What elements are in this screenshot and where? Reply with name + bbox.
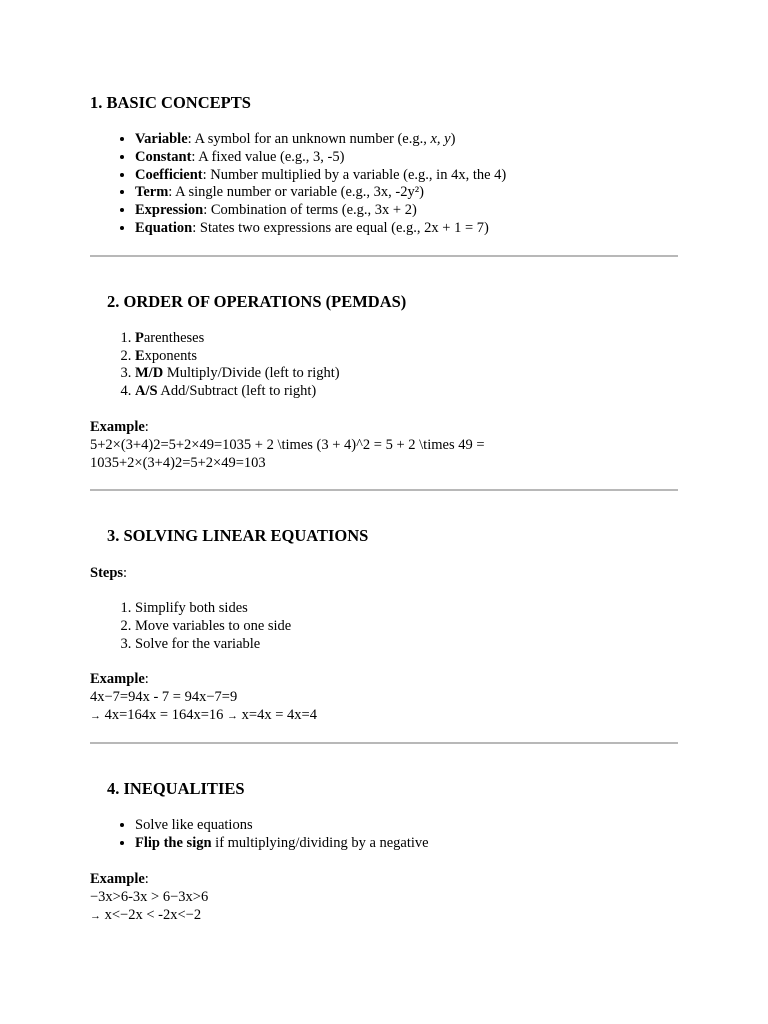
arrow-icon: → bbox=[227, 710, 239, 723]
list-item-coefficient bbox=[135, 167, 678, 185]
section-divider bbox=[90, 255, 678, 257]
flip-sign-label: Flip the sign bbox=[135, 835, 212, 852]
term-description: : A fixed value (e.g., 3, -5) bbox=[191, 148, 345, 165]
pemdas-list bbox=[90, 330, 678, 401]
term-label: Coefficient bbox=[135, 166, 203, 183]
list-item-add-subtract bbox=[135, 383, 678, 401]
term-description: : A symbol for an unknown number (e.g., bbox=[187, 131, 431, 147]
example-line-2b: x=4x = 4x=4 bbox=[238, 707, 317, 724]
arrow-icon: → bbox=[90, 710, 101, 723]
example-label: Example bbox=[90, 671, 145, 688]
list-item-flip-sign bbox=[135, 835, 678, 853]
section-basic-concepts-title: 1. BASIC CONCEPTS bbox=[90, 93, 251, 112]
list-item-constant bbox=[135, 149, 678, 167]
term-description: : A single number or variable (e.g., 3x, -2y²) bbox=[168, 184, 424, 201]
section-divider bbox=[90, 489, 678, 491]
list-item-equation bbox=[135, 220, 678, 238]
list-item-multiply-divide bbox=[135, 365, 678, 383]
section-linear-equations-title: 3. SOLVING LINEAR EQUATIONS bbox=[107, 525, 369, 545]
list-item-step: 1. Simplify both sides bbox=[135, 600, 678, 618]
term-label: Expression bbox=[135, 202, 204, 219]
term-label: Constant bbox=[135, 148, 192, 165]
list-item-step: 2. Move variables to one side bbox=[135, 618, 678, 636]
example-label: Example bbox=[90, 870, 145, 887]
pemdas-text: Add/Subtract (left to right) bbox=[157, 383, 317, 400]
term-label: Equation bbox=[135, 219, 193, 236]
section-inequalities-title: 4. INEQUALITIES bbox=[107, 779, 245, 799]
basic-concepts-list bbox=[90, 131, 678, 238]
pemdas-letter: P bbox=[135, 329, 144, 346]
italic-example: x, y bbox=[430, 131, 451, 147]
example-line-1: −3x>6-3x > 6−3x>6 bbox=[90, 888, 209, 905]
term-label: Term bbox=[135, 184, 169, 201]
example-colon: : bbox=[144, 418, 149, 435]
example-line-1: 5+2×(3+4)2=5+2×49=1035 + 2 \times (3 + 4)^2 = 5 + 2 \times 49 = bbox=[90, 436, 485, 453]
pemdas-text: arentheses bbox=[143, 329, 205, 346]
section-order-of-operations-title: 2. ORDER OF OPERATIONS (PEMDAS) bbox=[107, 291, 407, 311]
list-item-expression bbox=[135, 202, 678, 220]
list-item-solve: • Solve like equations bbox=[135, 817, 678, 835]
example-line-2: 1035+2×(3+4)2=5+2×49=103 bbox=[90, 454, 266, 471]
list-item-step: 3. Solve for the variable bbox=[135, 636, 678, 654]
steps-label: Steps bbox=[90, 564, 124, 581]
term-label: Variable bbox=[135, 131, 188, 147]
term-description-end: ) bbox=[450, 131, 456, 147]
steps-heading bbox=[90, 564, 678, 582]
pemdas-letter: M/D bbox=[135, 365, 164, 382]
list-item-exponents bbox=[135, 348, 678, 366]
linear-equation-example bbox=[90, 670, 678, 725]
example-colon: : bbox=[144, 870, 149, 887]
list-item-parentheses bbox=[135, 330, 678, 348]
inequality-example bbox=[90, 870, 678, 925]
list-item-variable bbox=[135, 131, 678, 149]
pemdas-example bbox=[90, 418, 678, 472]
term-description: : Number multiplied by a variable (e.g., in 4x, the 4) bbox=[202, 166, 507, 183]
example-line-1: 4x−7=94x - 7 = 94x−7=9 bbox=[90, 689, 238, 706]
example-label: Example bbox=[90, 418, 145, 435]
example-colon: : bbox=[144, 671, 149, 688]
pemdas-letter: E bbox=[135, 347, 145, 364]
term-description: : Combination of terms (e.g., 3x + 2) bbox=[203, 202, 417, 219]
steps-list bbox=[90, 600, 678, 653]
pemdas-text: Multiply/Divide (left to right) bbox=[163, 365, 340, 382]
term-description: : States two expressions are equal (e.g., 2x + 1 = 7) bbox=[192, 219, 489, 236]
example-line-2a: 4x=164x = 164x=16 bbox=[101, 707, 228, 724]
list-item-term bbox=[135, 184, 678, 202]
example-line-2: x<−2x < -2x<−2 bbox=[101, 906, 202, 923]
steps-colon: : bbox=[123, 564, 128, 581]
flip-sign-text: if multiplying/dividing by a negative bbox=[211, 835, 429, 852]
arrow-icon: → bbox=[90, 909, 101, 922]
pemdas-letter: A/S bbox=[135, 383, 158, 400]
pemdas-text: xponents bbox=[144, 347, 198, 364]
inequalities-list bbox=[90, 817, 678, 853]
section-divider bbox=[90, 742, 678, 744]
